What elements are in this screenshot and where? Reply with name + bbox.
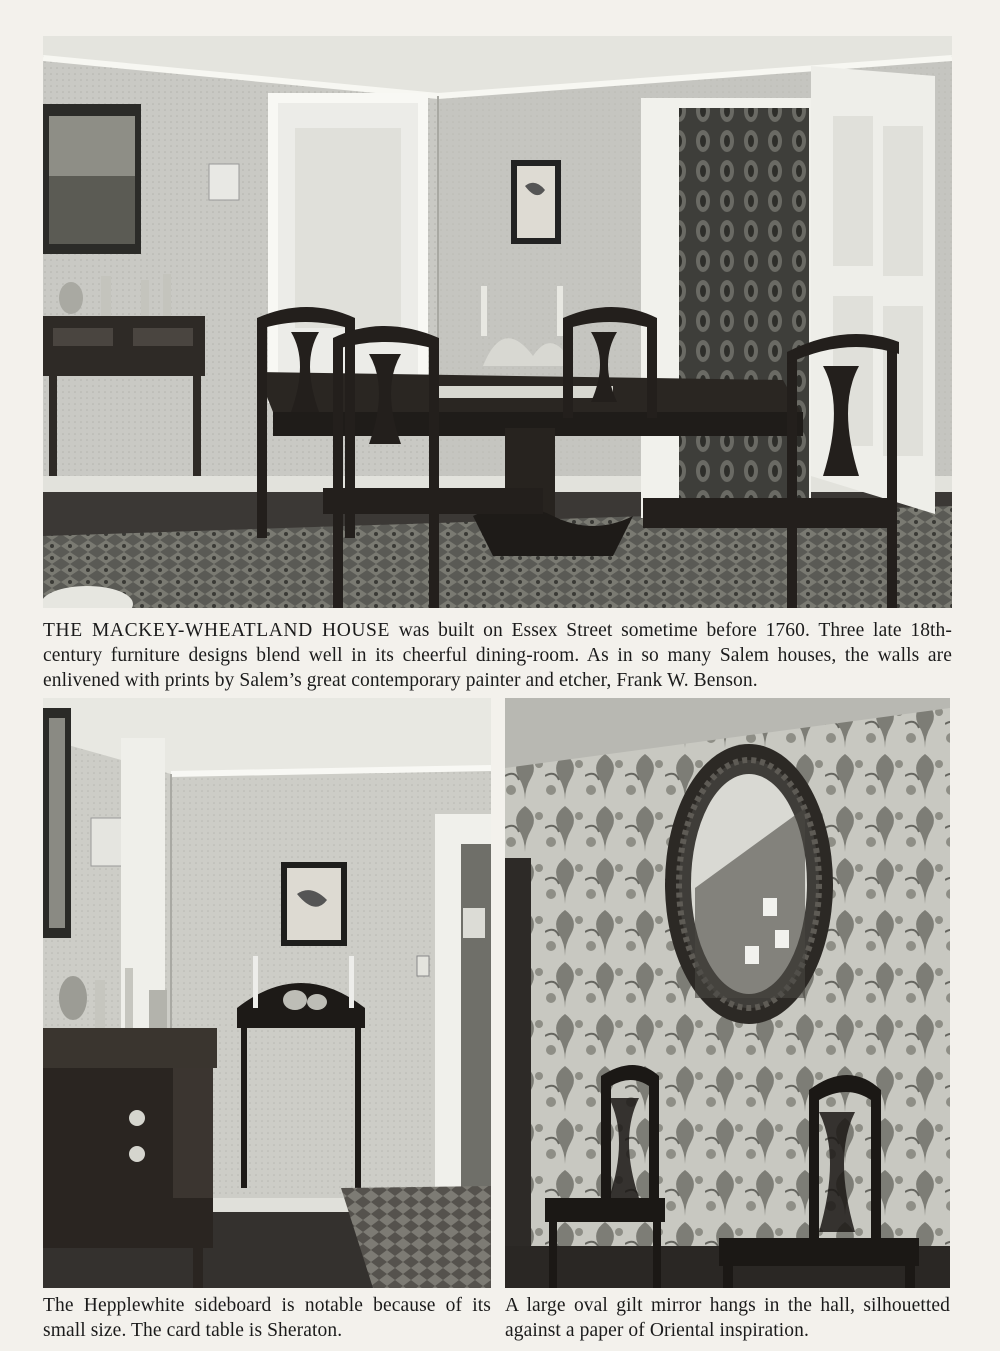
sideboard-caption: The Hepplewhite sideboard is notable because of its small size. The card table is Sheraton. — [43, 1295, 491, 1341]
hall-mirror-caption: A large oval gilt mirror hangs in the hall, silhouetted against a paper of Oriental inspiration. — [505, 1295, 950, 1341]
dining-room-photo — [43, 36, 952, 608]
hall-mirror-photo — [505, 698, 950, 1288]
dining-room-caption — [43, 618, 952, 693]
dining-room-caption-text: was built on Essex Street sometime before 1760. Three late 18th-century furniture designs blend well in its cheerful dining-room. As in so many Salem houses, the walls are enlivened with prints by Salem’s great contemporary painter and etcher, Frank W. Benson. — [43, 620, 953, 691]
sideboard-photo — [43, 698, 491, 1288]
house-name: THE MACKEY-WHEATLAND HOUSE — [43, 620, 391, 641]
